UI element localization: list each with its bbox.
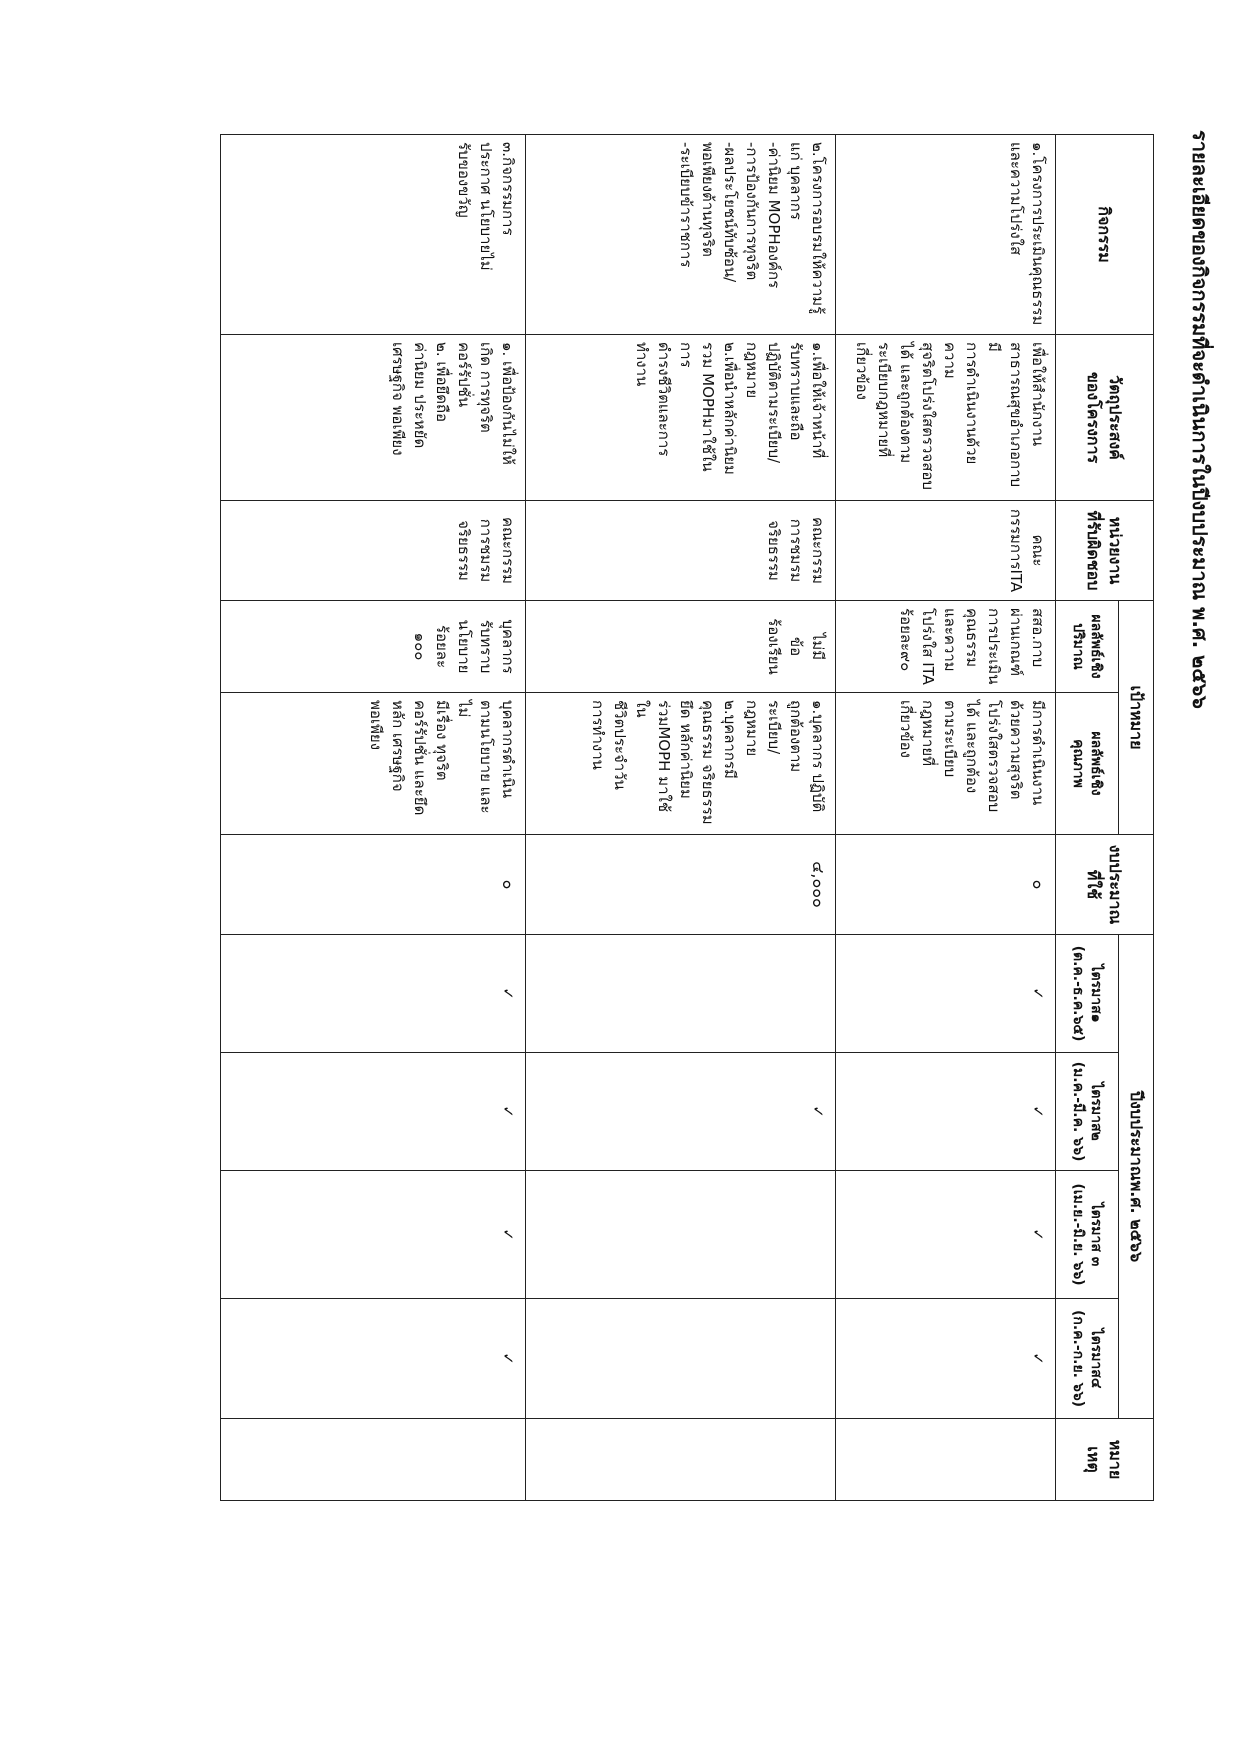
cell-quarter-1: [526, 935, 836, 1053]
cell-output-quantity: ไม่มี ข้อ ร้องเรียน: [526, 601, 836, 693]
cell-output-quality: มีการดำเนินงาน ด้วยความสุจริต โปร่งใสตรวจสอบ ได้ และถูกต้อง ตามระเบียบ กฎหมายที่ เกี่ยวข้อง: [836, 693, 1056, 835]
document-title: รายละเอียดของกิจกรรมที่จะดำเนินการในปีงบประมาณ พ.ศ. ๒๕๖๖: [1188, 130, 1212, 709]
cell-quarter-4: [526, 1299, 836, 1419]
cell-responsible-unit: คณะกรรม การชมรม จริยธรรม: [221, 501, 526, 601]
header-output-quantity: ผลลัพธ์เชิง ปริมาณ: [1056, 601, 1119, 693]
cell-output-quantity: สสอ.กาบ ผ่านเกณฑ์ การประเมิน คุณธรรม และความ โปร่งใส ITA ร้อยละ๙๐: [836, 601, 1056, 693]
table-row: [836, 135, 1056, 1501]
cell-remark: [221, 1419, 526, 1501]
cell-quarter-2: ✓: [836, 1053, 1056, 1171]
cell-quarter-1: ✓: [836, 935, 1056, 1053]
cell-activity: ๓.กิจกรรมการ ประกาศ นโยบายไม่ รับของขวัญ: [221, 135, 526, 335]
header-objective: วัตถุประสงค์ ของโครงการ: [1056, 335, 1154, 501]
cell-remark: [836, 1419, 1056, 1501]
header-activity: กิจกรรม: [1056, 135, 1154, 335]
cell-quarter-2: ✓: [221, 1053, 526, 1171]
cell-responsible-unit: คณะกรรม การชมรม จริยธรรม: [526, 501, 836, 601]
header-quarter-3: ไตรมาส ๓ (เม.ย.-มิ.ย. ๖๖): [1056, 1171, 1119, 1299]
cell-objective: ๑. เพื่อป้องกันไม่ให้ เกิด การทุจริต คอร์รัปชั่น ๒. เพื่อยึดถือ ค่านิยม ประหยัด เศรษฐกิจ พอเพียง: [221, 335, 526, 501]
activity-plan-table: [220, 134, 1154, 1501]
header-responsible-unit: หน่วยงาน ที่รับผิดชอบ: [1056, 501, 1154, 601]
cell-quarter-4: ✓: [836, 1299, 1056, 1419]
cell-budget: ๐: [221, 835, 526, 935]
header-fiscal-year: ปีงบประมาณพ.ศ. ๒๕๖๖: [1119, 935, 1154, 1419]
cell-objective: ๑.เพื่อให้เจ้าหน้าที่ รับทราบและถือ ปฏิบัติตามระเบียบ/ กฎหมาย ๒.เพื่อนำหลักค่านิยม รวม MOPHมาใช้ในการ ดำรงชีวิตและการ ทำงาน: [526, 335, 836, 501]
header-output-quality: ผลลัพธ์เชิง คุณภาพ: [1056, 693, 1119, 835]
cell-remark: [526, 1419, 836, 1501]
cell-quarter-3: [526, 1171, 836, 1299]
cell-output-quality: ๑.บุคลากร ปฏิบัติ ถูกต้องตาม ระเบียบ/ กฎหมาย ๒.บุคลากรมี คุณธรรม จริยธรรม ยึด หลักค่านิยม ร่วมMOPH มาใช้ใน ชีวิตประจำวัน การทำงาน: [526, 693, 836, 835]
header-target: เป้าหมาย: [1119, 601, 1154, 835]
header-budget: งบประมาณ ที่ใช้: [1056, 835, 1154, 935]
header-quarter-1: ไตรมาส๑ (ต.ค.-ธ.ค.๖๕): [1056, 935, 1119, 1053]
cell-objective: เพื่อให้สำนักงาน สาธารณสุขอำเภอกาบ มี การดำเนินงานด้วยความ สุจริตโปร่งใสตรวจสอบ ได้ และถูกต้องตาม ระเบียบกฎหมายที่ เกี่ยวข้อง: [836, 335, 1056, 501]
cell-output-quantity: บุคลากร รับทราบ นโยบาย ร้อยละ ๑๐๐: [221, 601, 526, 693]
header-quarter-4: ไตรมาส๔ (ก.ค.-ก.ย. ๖๖): [1056, 1299, 1119, 1419]
cell-responsible-unit: คณะ กรรมการITA: [836, 501, 1056, 601]
cell-quarter-1: ✓: [221, 935, 526, 1053]
cell-quarter-3: ✓: [221, 1171, 526, 1299]
cell-activity: ๒.โครงการอบรมให้ความรู้ แก่ บุคลากร -ค่านิยม MOPHองค์กร -การป้องกันการทุจริต -ผลประโยชน์ทับซ้อน/ พอเพียงต้านทุจริต -ระเบียบข้าราชการ: [526, 135, 836, 335]
header-remark: หมาย เหตุ: [1056, 1419, 1154, 1501]
header-quarter-2: ไตรมาส๒ (ม.ค.-มี.ค. ๖๖): [1056, 1053, 1119, 1171]
table-row: [221, 135, 526, 1501]
cell-quarter-4: ✓: [221, 1299, 526, 1419]
cell-activity: ๑.โครงการประเมินคุณธรรม และความโปร่งใส: [836, 135, 1056, 335]
table-row: [526, 135, 836, 1501]
cell-budget: ๔,๐๐๐: [526, 835, 836, 935]
cell-quarter-2: ✓: [526, 1053, 836, 1171]
cell-output-quality: บุคลากรดำเนิน ตามนโยบาย และไม่ มีเรื่อง ทุจริต คอร์รัปชั่น และยึด หลัก เศรษฐกิจ พอเพียง: [221, 693, 526, 835]
cell-quarter-3: ✓: [836, 1171, 1056, 1299]
cell-budget: ๐: [836, 835, 1056, 935]
